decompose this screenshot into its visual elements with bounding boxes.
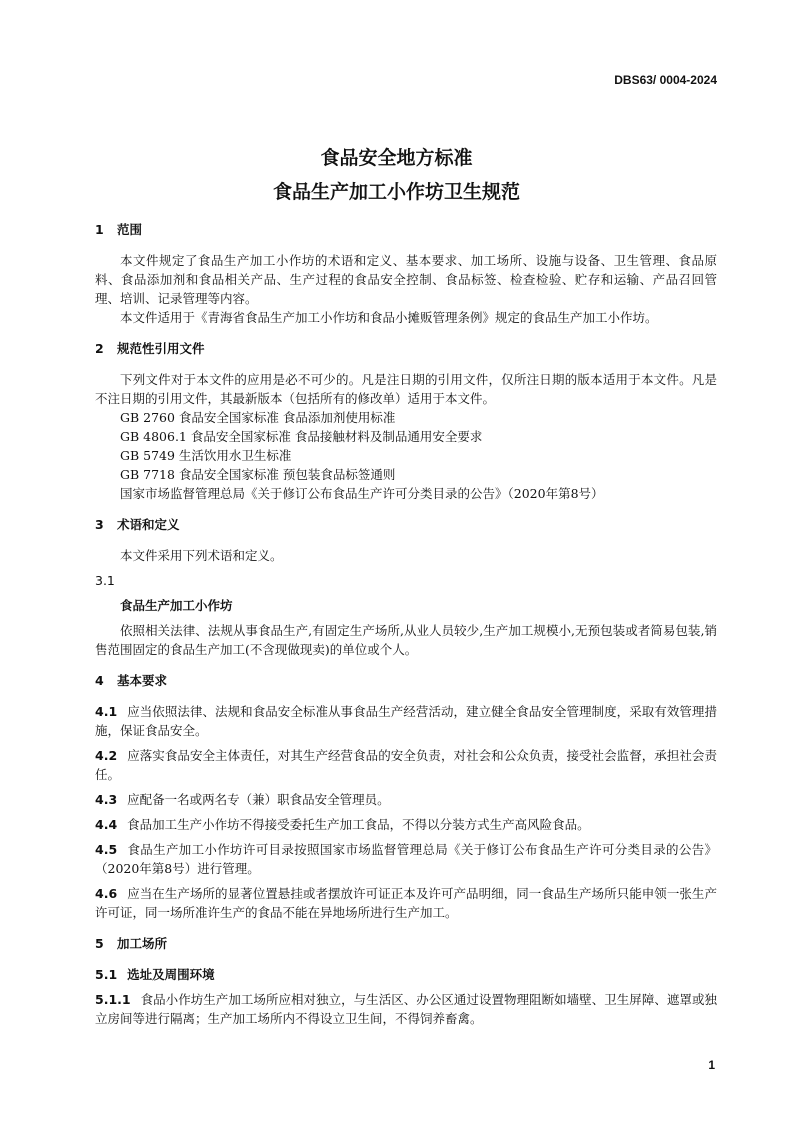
clause-item: 4.6 应当在生产场所的显著位置悬挂或者摆放许可证正本及许可产品明细，同一食品生产场所只能申领一张生产许可证，同一场所准许生产的食品不能在异地场所进行生产加工。 <box>95 886 717 920</box>
section-heading-terms: 3 术语和定义 <box>95 517 180 532</box>
section-heading-basic-requirements: 4 基本要求 <box>95 673 168 688</box>
clause-item: 5.1.1 食品小作坊生产加工场所应相对独立，与生活区、办公区通过设置物理阻断如墙壁、卫生屏障、遮罩或独立房间等进行隔离；生产加工场所内不得设立卫生间，不得饲养畜禽。 <box>95 992 717 1026</box>
paragraph: 本文件采用下列术语和定义。 <box>120 548 283 563</box>
reference-item: GB 2760 食品安全国家标准 食品添加剂使用标准 <box>120 410 396 425</box>
page-number: 1 <box>708 1058 715 1072</box>
section-heading-normative-references: 2 规范性引用文件 <box>95 341 205 356</box>
reference-item: GB 7718 食品安全国家标准 预包装食品标签通则 <box>120 467 396 482</box>
clause-item: 4.2 应落实食品安全主体责任，对其生产经营食品的安全负责，对社会和公众负责，接受社会监督，承担社会责任。 <box>95 748 717 782</box>
reference-item: 国家市场监督管理总局《关于修订公布食品生产许可分类目录的公告》（2020年第8号） <box>120 486 604 501</box>
clause-item: 4.3 应配备一名或两名专（兼）职食品安全管理员。 <box>95 792 390 807</box>
clause-item: 4.5 食品生产加工小作坊许可目录按照国家市场监督管理总局《关于修订公布食品生产许可分类目录的公告》（2020年第8号）进行管理。 <box>95 842 717 876</box>
clause-item: 4.1 应当依照法律、法规和食品安全标准从事食品生产经营活动，建立健全食品安全管理制度，采取有效管理措施，保证食品安全。 <box>95 704 717 738</box>
clause-item: 4.4 食品加工生产小作坊不得接受委托生产加工食品，不得以分装方式生产高风险食品。 <box>95 817 590 832</box>
reference-item: GB 4806.1 食品安全国家标准 食品接触材料及制品通用安全要求 <box>120 429 483 444</box>
title-line-1: 食品安全地方标准 <box>320 147 473 169</box>
standard-code: DBS63/ 0004-2024 <box>614 73 717 87</box>
paragraph: 本文件适用于《青海省食品生产加工小作坊和食品小摊贩管理条例》规定的食品生产加工小作坊。 <box>120 310 658 325</box>
subsection-number: 3.1 <box>95 573 115 588</box>
term-definition: 依照相关法律、法规从事食品生产,有固定生产场所,从业人员较少,生产加工规模小,无预包装或者简易包装,销售范围固定的食品生产加工(不含现做现卖)的单位或个人。 <box>95 623 717 657</box>
section-heading-scope: 1 范围 <box>95 222 143 237</box>
section-heading-processing-site: 5 加工场所 <box>95 936 168 951</box>
term-name: 食品生产加工小作坊 <box>120 598 233 613</box>
title-line-2: 食品生产加工小作坊卫生规范 <box>272 181 520 203</box>
document-body <box>95 220 717 1028</box>
subsection-heading-site-selection: 5.1 选址及周围环境 <box>95 967 215 982</box>
paragraph: 下列文件对于本文件的应用是必不可少的。凡是注日期的引用文件，仅所注日期的版本适用于本文件。凡是不注日期的引用文件，其最新版本（包括所有的修改单）适用于本文件。 <box>95 372 717 406</box>
paragraph: 本文件规定了食品生产加工小作坊的术语和定义、基本要求、加工场所、设施与设备、卫生管理、食品原料、食品添加剂和食品相关产品、生产过程的食品安全控制、食品标签、检查检验、贮存和运输、产品召回管理、培训、记录管理等内容。 <box>95 253 717 306</box>
reference-item: GB 5749 生活饮用水卫生标准 <box>120 448 292 463</box>
